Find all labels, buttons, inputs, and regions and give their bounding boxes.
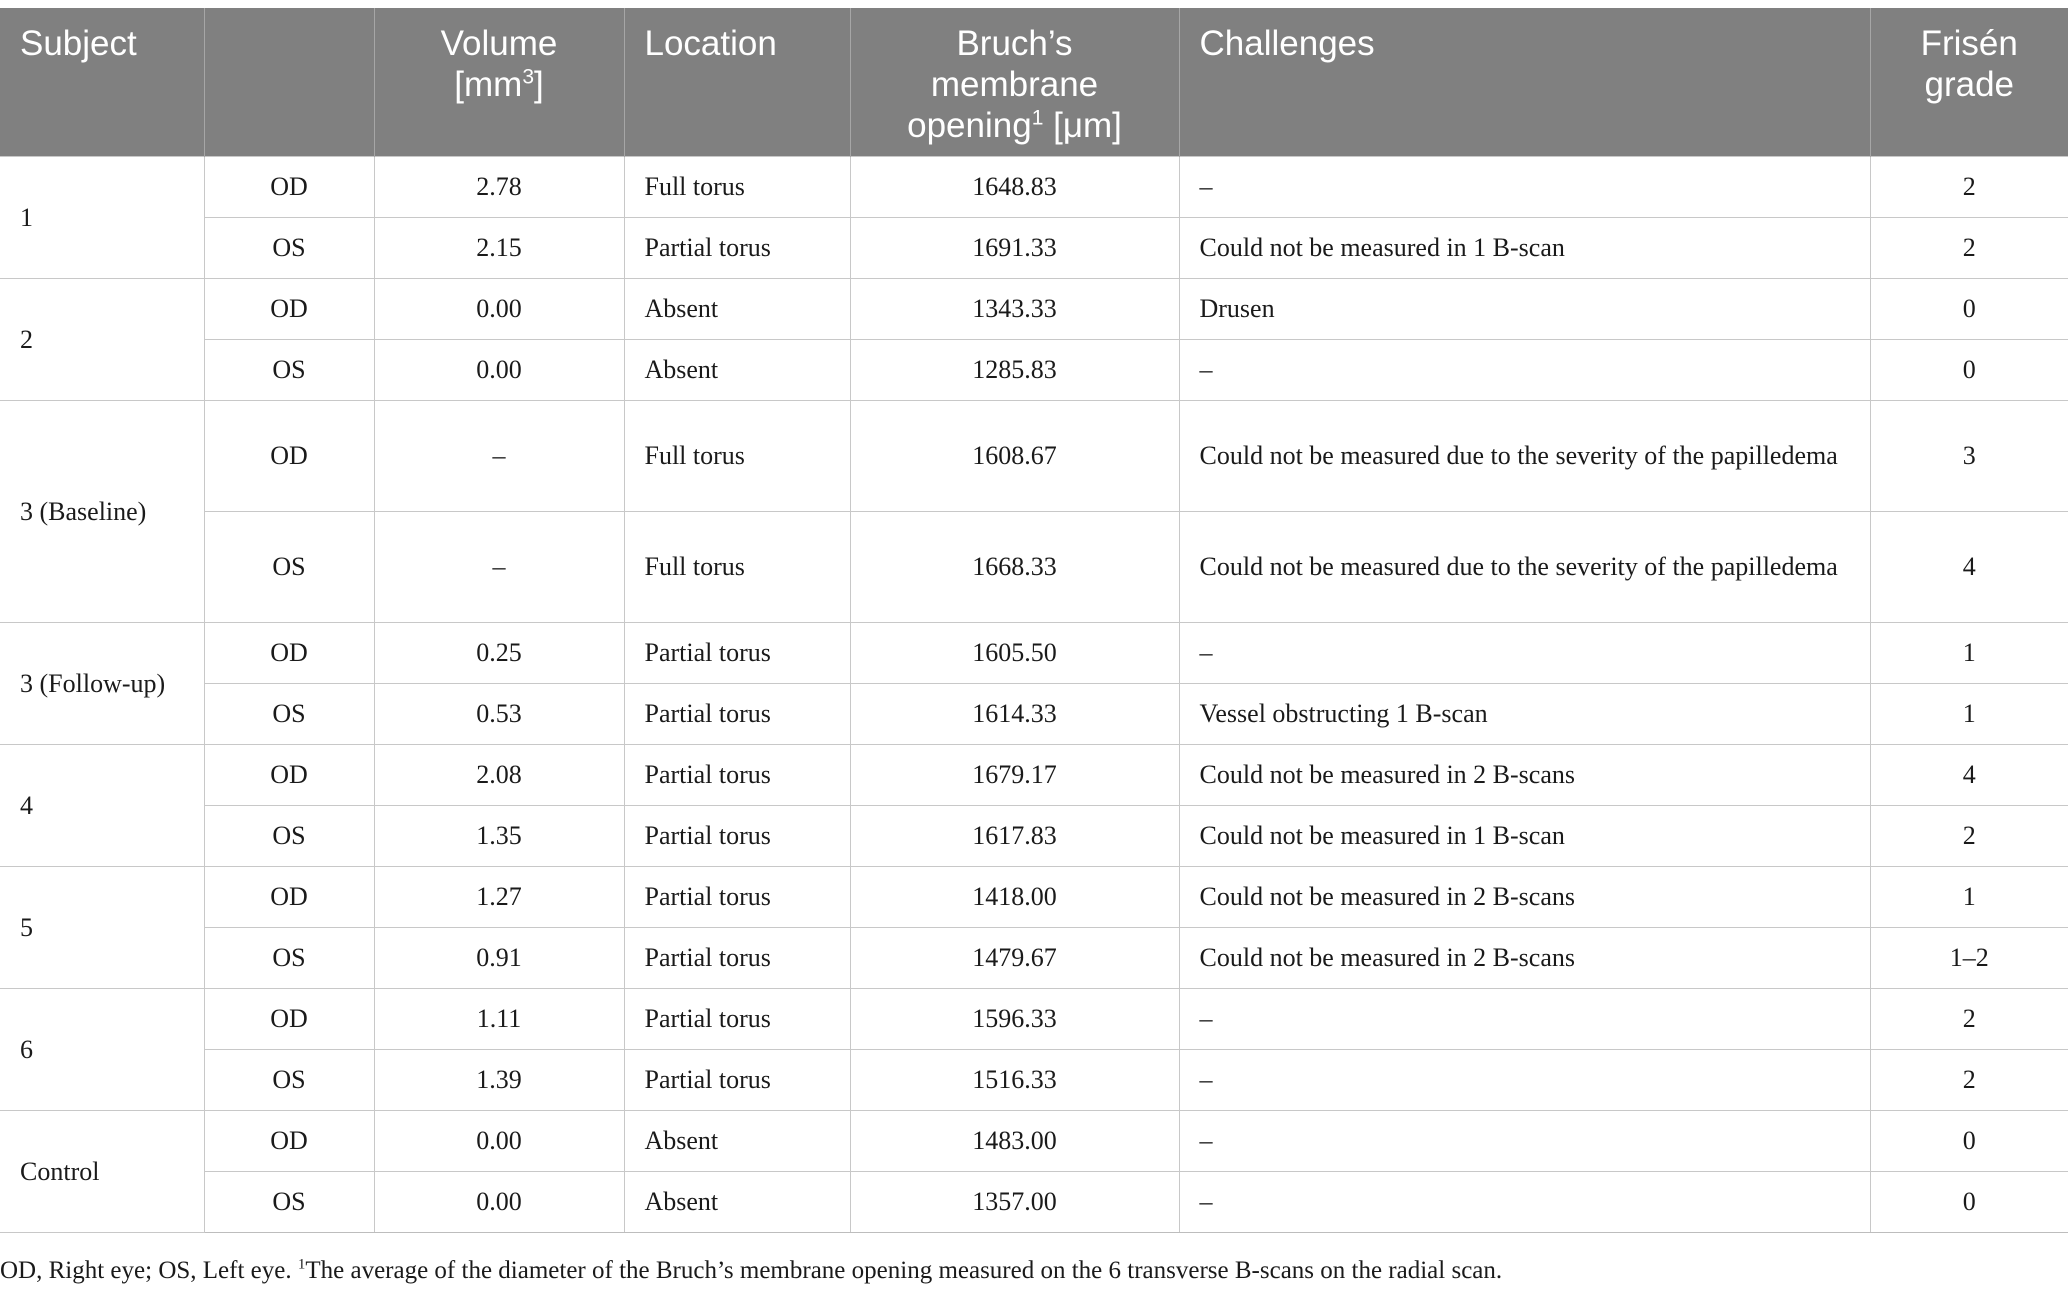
- subject-cell: 4: [0, 745, 204, 867]
- table-row: [0, 989, 2068, 1050]
- location-cell: Partial torus: [624, 623, 850, 684]
- eye-cell: OD: [204, 989, 374, 1050]
- eye-cell: OS: [204, 1172, 374, 1233]
- header-frisen: [1870, 8, 2068, 157]
- table-row: [0, 1172, 2068, 1233]
- frisen-cell: 3: [1870, 401, 2068, 512]
- table-row: [0, 218, 2068, 279]
- challenges-cell: Could not be measured in 2 B-scans: [1179, 745, 1870, 806]
- frisen-cell: 0: [1870, 279, 2068, 340]
- header-challenges: Challenges: [1179, 8, 1870, 157]
- table-body: [0, 157, 2068, 1233]
- table-row: [0, 806, 2068, 867]
- volume-cell: 1.27: [374, 867, 624, 928]
- bmo-cell: 1483.00: [850, 1111, 1179, 1172]
- eye-cell: OS: [204, 1050, 374, 1111]
- eye-cell: OS: [204, 684, 374, 745]
- bmo-cell: 1479.67: [850, 928, 1179, 989]
- volume-cell: 0.91: [374, 928, 624, 989]
- location-cell: Absent: [624, 340, 850, 401]
- table-footnote: [0, 1257, 1502, 1285]
- volume-cell: 0.25: [374, 623, 624, 684]
- challenges-cell: Could not be measured due to the severity of the papilledema: [1179, 401, 1870, 512]
- table-row: [0, 157, 2068, 218]
- footnote-text: The average of the diameter of the Bruch’s membrane opening measured on the 6 transverse B-scans on the radial scan.: [305, 1257, 1503, 1284]
- frisen-cell: 1: [1870, 623, 2068, 684]
- frisen-cell: 2: [1870, 157, 2068, 218]
- frisen-cell: 2: [1870, 1050, 2068, 1111]
- bmo-cell: 1418.00: [850, 867, 1179, 928]
- location-cell: Partial torus: [624, 218, 850, 279]
- footnote-abbreviations: OD, Right eye; OS, Left eye.: [0, 1257, 298, 1284]
- volume-cell: 0.00: [374, 279, 624, 340]
- location-cell: Partial torus: [624, 684, 850, 745]
- frisen-cell: 4: [1870, 512, 2068, 623]
- eye-cell: OD: [204, 623, 374, 684]
- challenges-cell: –: [1179, 157, 1870, 218]
- header-frisen-line1: Frisén: [1920, 24, 2018, 63]
- subject-cell: 3 (Baseline): [0, 401, 204, 623]
- table-row: [0, 512, 2068, 623]
- table-row: [0, 1050, 2068, 1111]
- subject-cell: 1: [0, 157, 204, 279]
- location-cell: Partial torus: [624, 806, 850, 867]
- subject-cell: 5: [0, 867, 204, 989]
- challenges-cell: Vessel obstructing 1 B-scan: [1179, 684, 1870, 745]
- header-eye: [204, 8, 374, 157]
- eye-cell: OS: [204, 218, 374, 279]
- frisen-cell: 0: [1870, 1172, 2068, 1233]
- location-cell: Partial torus: [624, 745, 850, 806]
- frisen-cell: 2: [1870, 806, 2068, 867]
- bmo-cell: 1605.50: [850, 623, 1179, 684]
- frisen-cell: 0: [1870, 1111, 2068, 1172]
- location-cell: Partial torus: [624, 867, 850, 928]
- challenges-cell: –: [1179, 1050, 1870, 1111]
- frisen-cell: 1–2: [1870, 928, 2068, 989]
- frisen-cell: 2: [1870, 989, 2068, 1050]
- challenges-cell: –: [1179, 340, 1870, 401]
- challenges-cell: Could not be measured in 2 B-scans: [1179, 928, 1870, 989]
- frisen-cell: 1: [1870, 684, 2068, 745]
- bmo-cell: 1596.33: [850, 989, 1179, 1050]
- header-volume: [374, 8, 624, 157]
- volume-cell: 0.00: [374, 1111, 624, 1172]
- volume-cell: –: [374, 401, 624, 512]
- frisen-cell: 0: [1870, 340, 2068, 401]
- eye-cell: OS: [204, 512, 374, 623]
- volume-cell: 1.11: [374, 989, 624, 1050]
- volume-cell: 2.08: [374, 745, 624, 806]
- footnote-marker: 1: [297, 1256, 306, 1273]
- challenges-cell: –: [1179, 1111, 1870, 1172]
- volume-cell: 0.53: [374, 684, 624, 745]
- eye-cell: OD: [204, 279, 374, 340]
- volume-cell: 0.00: [374, 340, 624, 401]
- eye-cell: OS: [204, 928, 374, 989]
- bmo-cell: 1357.00: [850, 1172, 1179, 1233]
- location-cell: Partial torus: [624, 928, 850, 989]
- location-cell: Absent: [624, 1111, 850, 1172]
- challenges-cell: Could not be measured in 1 B-scan: [1179, 806, 1870, 867]
- header-bmo-line2: membrane: [930, 65, 1099, 104]
- eye-cell: OD: [204, 867, 374, 928]
- volume-cell: 1.39: [374, 1050, 624, 1111]
- challenges-cell: Could not be measured in 2 B-scans: [1179, 867, 1870, 928]
- frisen-cell: 2: [1870, 218, 2068, 279]
- bmo-cell: 1516.33: [850, 1050, 1179, 1111]
- eye-cell: OD: [204, 1111, 374, 1172]
- subject-cell: 2: [0, 279, 204, 401]
- location-cell: Partial torus: [624, 989, 850, 1050]
- table-header: [0, 8, 2068, 157]
- table-row: [0, 279, 2068, 340]
- challenges-cell: –: [1179, 623, 1870, 684]
- subject-cell: Control: [0, 1111, 204, 1233]
- location-cell: Partial torus: [624, 1050, 850, 1111]
- bmo-cell: 1608.67: [850, 401, 1179, 512]
- table-row: [0, 623, 2068, 684]
- subject-cell: 3 (Follow-up): [0, 623, 204, 745]
- frisen-cell: 4: [1870, 745, 2068, 806]
- table-row: [0, 867, 2068, 928]
- bmo-cell: 1668.33: [850, 512, 1179, 623]
- frisen-cell: 1: [1870, 867, 2068, 928]
- header-bmo: [850, 8, 1179, 157]
- challenges-cell: Drusen: [1179, 279, 1870, 340]
- header-volume-label: Volume: [440, 24, 558, 63]
- header-bmo-sup: 1: [1031, 106, 1044, 130]
- table-row: [0, 340, 2068, 401]
- table-row: [0, 745, 2068, 806]
- header-location: Location: [624, 8, 850, 157]
- bmo-cell: 1679.17: [850, 745, 1179, 806]
- bmo-cell: 1617.83: [850, 806, 1179, 867]
- header-subject: Subject: [0, 8, 204, 157]
- location-cell: Absent: [624, 1172, 850, 1233]
- table-row: [0, 1111, 2068, 1172]
- header-volume-unit-open: [mm: [454, 65, 523, 104]
- bmo-cell: 1285.83: [850, 340, 1179, 401]
- location-cell: Full torus: [624, 401, 850, 512]
- bmo-cell: 1648.83: [850, 157, 1179, 218]
- volume-cell: 0.00: [374, 1172, 624, 1233]
- results-table: [0, 8, 2068, 1233]
- challenges-cell: –: [1179, 989, 1870, 1050]
- header-volume-unit-close: ]: [534, 65, 544, 104]
- challenges-cell: –: [1179, 1172, 1870, 1233]
- header-volume-unit-sup: 3: [522, 65, 534, 89]
- table-container: [0, 8, 2068, 1233]
- volume-cell: 2.78: [374, 157, 624, 218]
- volume-cell: 1.35: [374, 806, 624, 867]
- bmo-cell: 1614.33: [850, 684, 1179, 745]
- header-bmo-unit: [μm]: [1043, 106, 1122, 145]
- location-cell: Full torus: [624, 157, 850, 218]
- eye-cell: OD: [204, 745, 374, 806]
- eye-cell: OD: [204, 157, 374, 218]
- table-row: [0, 928, 2068, 989]
- location-cell: Absent: [624, 279, 850, 340]
- eye-cell: OS: [204, 806, 374, 867]
- table-row: [0, 401, 2068, 512]
- volume-cell: 2.15: [374, 218, 624, 279]
- subject-cell: 6: [0, 989, 204, 1111]
- eye-cell: OS: [204, 340, 374, 401]
- volume-cell: –: [374, 512, 624, 623]
- header-frisen-line2: grade: [1924, 65, 2015, 104]
- table-row: [0, 684, 2068, 745]
- eye-cell: OD: [204, 401, 374, 512]
- location-cell: Full torus: [624, 512, 850, 623]
- header-bmo-line1: Bruch’s: [956, 24, 1073, 63]
- challenges-cell: Could not be measured due to the severity of the papilledema: [1179, 512, 1870, 623]
- bmo-cell: 1691.33: [850, 218, 1179, 279]
- header-bmo-line3: opening: [907, 106, 1032, 145]
- bmo-cell: 1343.33: [850, 279, 1179, 340]
- challenges-cell: Could not be measured in 1 B-scan: [1179, 218, 1870, 279]
- header-row: [0, 8, 2068, 157]
